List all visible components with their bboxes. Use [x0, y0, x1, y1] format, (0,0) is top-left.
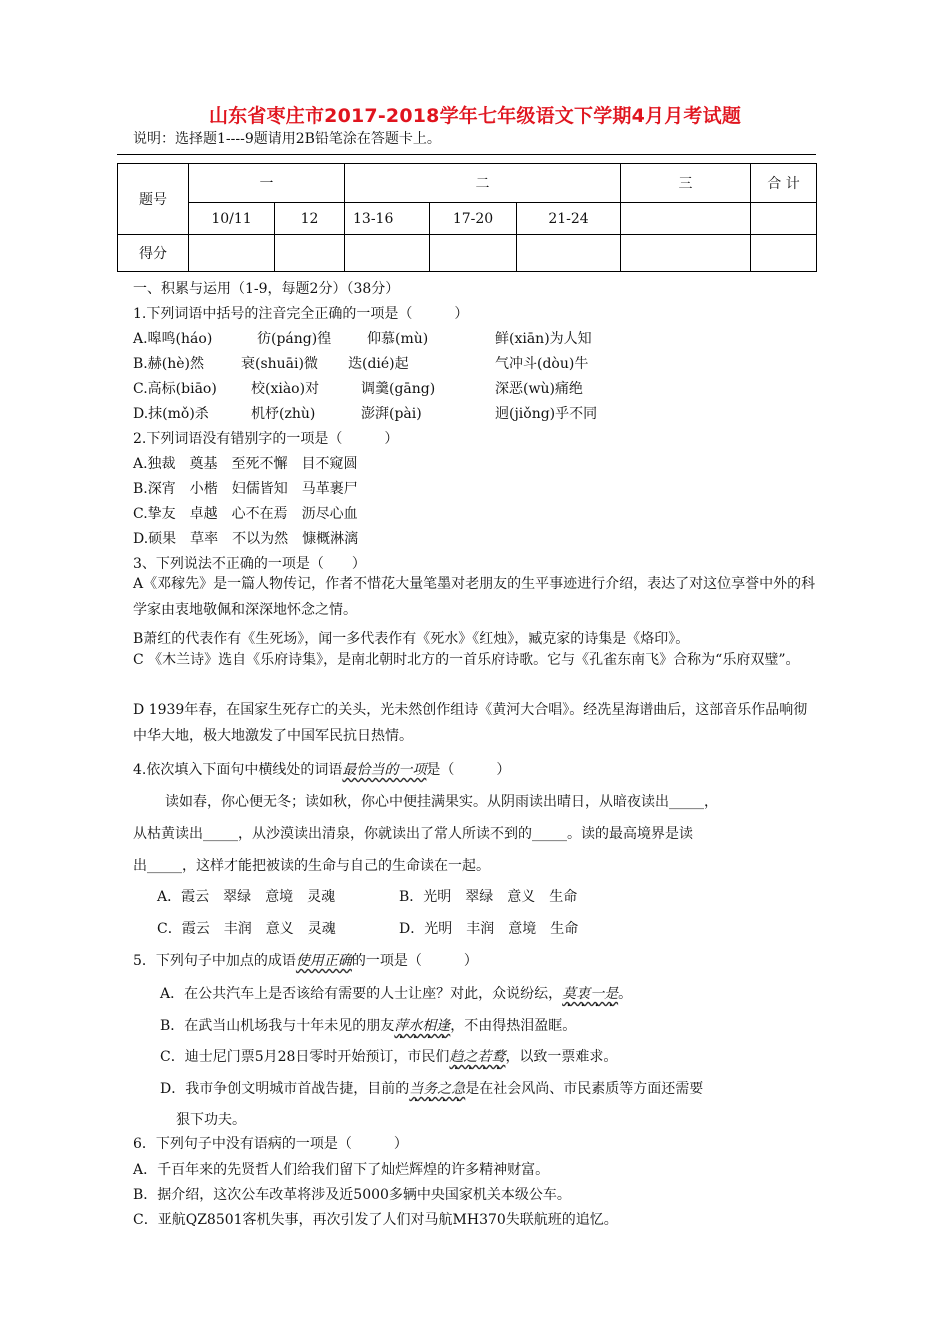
option-part: 校(xiào)对 [251, 381, 320, 397]
dotted-idiom: 趋之若鹜 [449, 1049, 506, 1065]
score-cell [189, 235, 275, 272]
part1-heading: 一、积累与运用（1-9，每题2分）（38分） [133, 281, 400, 297]
score-cell [345, 235, 430, 272]
option-part: 彷(páng)徨 [257, 331, 332, 347]
dotted-idiom: 当务之急 [409, 1081, 466, 1097]
option-text: ，以致一票难求。 [505, 1049, 618, 1065]
score-cell [621, 235, 751, 272]
sub-item-cell [621, 203, 751, 235]
option-part: 迥(jiǒng)乎不同 [495, 406, 598, 422]
q1-option-c [133, 378, 583, 398]
q4-option-c: C．霞云 丰润 意义 灵魂 [157, 921, 336, 937]
option-part: 澎湃(pài) [361, 406, 422, 422]
q5-option-d [160, 1078, 703, 1105]
score-cell [275, 235, 345, 272]
row-label-item-number: 题号 [118, 164, 189, 235]
option-part: 深恶(wù)痛绝 [495, 381, 583, 397]
sub-item-cell: 13-16 [345, 203, 430, 235]
option-part: 机杼(zhù) [251, 406, 316, 422]
option-part: 仰慕(mù) [367, 331, 429, 347]
q1-option-b [133, 353, 588, 373]
section-header-2: 二 [345, 164, 621, 203]
q6-option-c: C．亚航QZ8501客机失事，再次引发了人们对马航MH370失联航班的追忆。 [133, 1212, 618, 1228]
q1-option-a [133, 328, 592, 348]
instruction-note: 说明：选择题1----9题请用2B铅笔涂在答题卡上。 [133, 131, 441, 147]
q5-option-a [160, 983, 632, 1010]
option-text: 。 [618, 986, 633, 1002]
option-part: B.赫(hè)然 [133, 356, 204, 372]
q5-option-d-continued: 狠下功夫。 [176, 1112, 246, 1128]
q3-stem: 3、下列说法不正确的一项是（ ） [133, 556, 366, 572]
dotted-idiom: 莫衷一是 [562, 986, 619, 1002]
option-text: D．我市争创文明城市首战告捷，目前的 [160, 1081, 410, 1097]
sub-item-cell: 12 [275, 203, 345, 235]
q5-stem-emphasis: 使用正确 [295, 953, 352, 969]
option-part: D.抹(mǒ)杀 [133, 406, 209, 422]
q4-stem-emphasis: 最恰当的一项 [342, 762, 427, 778]
option-text: B．在武当山机场我与十年未见的朋友 [160, 1018, 395, 1034]
sub-item-cell: 10/11 [189, 203, 275, 235]
option-part: 气冲斗(dòu)牛 [495, 356, 589, 372]
q4-passage-line: 出_____，这样才能把被读的生命与自己的生命读在一起。 [133, 858, 490, 874]
sub-item-cell: 21-24 [517, 203, 621, 235]
option-text: C．迪士尼门票5月28日零时开始预订，市民们 [160, 1049, 450, 1065]
q6-option-b: B．据介绍，这次公车改革将涉及近5000多辆中央国家机关本级公车。 [133, 1187, 571, 1203]
q4-option-a: A．霞云 翠绿 意境 灵魂 [157, 889, 336, 905]
sub-item-cell: 17-20 [430, 203, 517, 235]
q6-option-a: A．千百年来的先贤哲人们给我们留下了灿烂辉煌的许多精神财富。 [133, 1162, 550, 1178]
q6-stem: 6．下列句子中没有语病的一项是（ ） [133, 1136, 408, 1152]
header-divider [117, 154, 816, 155]
q2-option-d: D.硕果 草率 不以为然 慷概淋漓 [133, 531, 359, 547]
q1-stem: 1.下列词语中括号的注音完全正确的一项是（ ） [133, 306, 469, 322]
sub-item-cell [751, 203, 817, 235]
option-text: 是在社会风尚、市民素质等方面还需要 [465, 1081, 704, 1097]
q2-option-a: A.独裁 奠基 至死不懈 目不窥圆 [133, 456, 358, 472]
option-part: C.高标(biāo) [133, 381, 217, 397]
score-cell [751, 235, 817, 272]
score-table [117, 163, 817, 272]
option-part: 鲜(xiān)为人知 [495, 331, 592, 347]
section-header-total: 合 计 [751, 164, 817, 203]
q4-stem-part: 4.依次填入下面句中横线处的词语 [133, 762, 343, 778]
option-text: A．在公共汽车上是否该给有需要的人士让座？对此，众说纷纭， [160, 986, 563, 1002]
q1-option-d [133, 403, 597, 423]
q4-option-b: B．光明 翠绿 意义 生命 [399, 889, 578, 905]
q5-stem [133, 950, 478, 970]
row-label-score: 得分 [118, 235, 189, 272]
q5-option-c [160, 1046, 617, 1073]
q3-option-c: C 《木兰诗》选自《乐府诗集》，是南北朝时北方的一首乐府诗歌。它与《孔雀东南飞》合称为“乐府双璧”。 [133, 652, 800, 668]
q4-stem-part: 是（ ） [426, 762, 511, 778]
q5-option-b [160, 1015, 576, 1042]
q4-stem [133, 759, 510, 779]
option-part: 迭(dié)起 [348, 356, 409, 372]
score-cell [430, 235, 517, 272]
exam-title: 山东省枣庄市2017-2018学年七年级语文下学期4月月考试题 [208, 105, 742, 127]
q3-option-b: B萧红的代表作有《生死场》，闻一多代表作有《死水》《红烛》，臧克家的诗集是《烙印》。 [133, 631, 690, 647]
q2-option-c: C.挚友 卓越 心不在焉 沥尽心血 [133, 506, 358, 522]
q5-stem-part: 的一项是（ ） [351, 953, 478, 969]
q4-option-d: D．光明 丰润 意境 生命 [399, 921, 579, 937]
option-part: A.嗥鸣(háo) [133, 331, 213, 347]
score-cell [517, 235, 621, 272]
option-part: 调羹(gāng) [361, 381, 436, 397]
q2-option-b: B.深宵 小楷 妇儒皆知 马革裹尸 [133, 481, 358, 497]
q4-passage-line: 读如春，你心便无冬；读如秋，你心中便挂满果实。从阴雨读出晴日，从暗夜读出_____， [165, 794, 718, 810]
q5-stem-part: 5．下列句子中加点的成语 [133, 953, 296, 969]
q4-passage-line: 从枯黄读出_____，从沙漠读出清泉，你就读出了常人所读不到的_____。读的最高境界是读 [133, 826, 693, 842]
option-text: ，不由得热泪盈眶。 [450, 1018, 577, 1034]
section-header-3: 三 [621, 164, 751, 203]
dotted-idiom: 萍水相逢 [394, 1018, 451, 1034]
q3-option-d: D 1939年春，在国家生死存亡的关头，光未然创作组诗《黄河大合唱》。经冼星海谱曲后，这部音乐作品响彻中华大地，极大地激发了中国军民抗日热情。 [133, 702, 808, 744]
q2-stem: 2.下列词语没有错别字的一项是（ ） [133, 431, 399, 447]
q3-option-a: A《邓稼先》是一篇人物传记，作者不惜花大量笔墨对老朋友的生平事迹进行介绍，表达了对这位享誉中外的科学家由衷地敬佩和深深地怀念之情。 [133, 576, 816, 618]
section-header-1: 一 [189, 164, 345, 203]
option-part: 衰(shuāi)微 [241, 356, 318, 372]
